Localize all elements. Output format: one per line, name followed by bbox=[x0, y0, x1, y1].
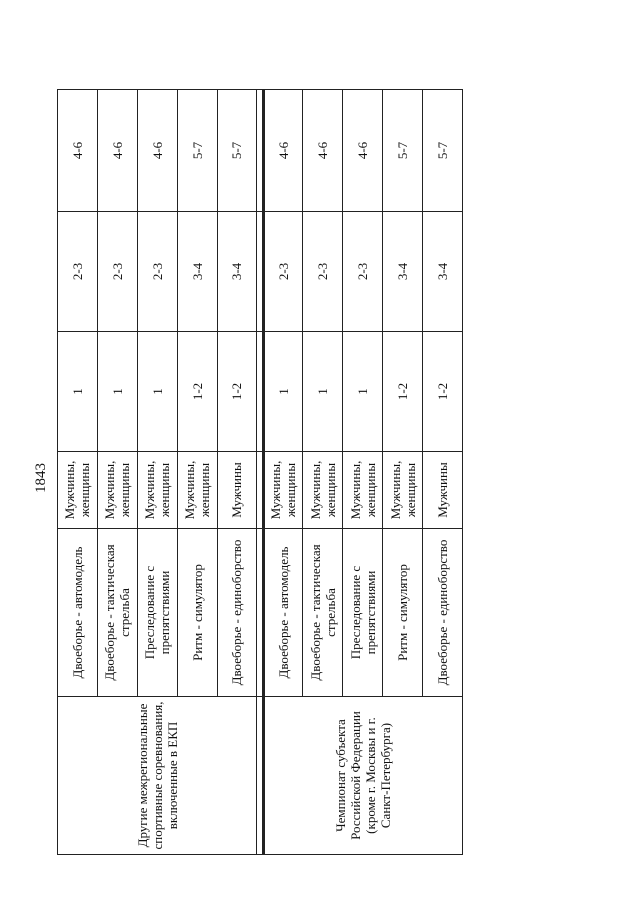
place-range-2-cell: 2-3 bbox=[137, 212, 177, 332]
place-range-1-cell: 1 bbox=[97, 332, 137, 452]
discipline-cell: Двоеборье - автомодель bbox=[58, 529, 98, 697]
place-range-2-cell: 3-4 bbox=[423, 212, 463, 332]
place-range-2-cell: 2-3 bbox=[263, 212, 303, 332]
place-range-1-cell: 1 bbox=[58, 332, 98, 452]
place-range-1-cell: 1 bbox=[343, 332, 383, 452]
gender-cell: Мужчины, женщины bbox=[343, 452, 383, 529]
gender-cell: Мужчины, женщины bbox=[383, 452, 423, 529]
place-range-3-cell: 5-7 bbox=[423, 90, 463, 212]
gender-cell: Мужчины bbox=[423, 452, 463, 529]
competition-rank-table bbox=[57, 89, 463, 855]
gender-cell: Мужчины, женщины bbox=[58, 452, 98, 529]
competition-name-cell: Чемпионат субъекта Российской Федерации (кроме г. Москвы и г. Санкт-Петербурга) bbox=[263, 697, 463, 855]
place-range-2-cell: 2-3 bbox=[303, 212, 343, 332]
discipline-cell: Ритм - симулятор bbox=[383, 529, 423, 697]
discipline-cell: Преследование с препятствиями bbox=[343, 529, 383, 697]
gender-cell: Мужчины bbox=[217, 452, 257, 529]
discipline-cell: Двоеборье - автомодель bbox=[263, 529, 303, 697]
place-range-3-cell: 5-7 bbox=[217, 90, 257, 212]
place-range-3-cell: 4-6 bbox=[263, 90, 303, 212]
discipline-cell: Двоеборье - тактическая стрельба bbox=[303, 529, 343, 697]
competition-name-cell: Другие межрегиональные спортивные соревнования, включенные в ЕКП bbox=[58, 697, 257, 855]
place-range-2-cell: 2-3 bbox=[343, 212, 383, 332]
place-range-1-cell: 1 bbox=[263, 332, 303, 452]
place-range-2-cell: 3-4 bbox=[177, 212, 217, 332]
place-range-3-cell: 4-6 bbox=[137, 90, 177, 212]
place-range-1-cell: 1-2 bbox=[383, 332, 423, 452]
gender-cell: Мужчины, женщины bbox=[137, 452, 177, 529]
place-range-1-cell: 1-2 bbox=[423, 332, 463, 452]
gender-cell: Мужчины, женщины bbox=[263, 452, 303, 529]
place-range-2-cell: 2-3 bbox=[58, 212, 98, 332]
gender-cell: Мужчины, женщины bbox=[97, 452, 137, 529]
place-range-3-cell: 4-6 bbox=[343, 90, 383, 212]
place-range-1-cell: 1 bbox=[303, 332, 343, 452]
place-range-3-cell: 4-6 bbox=[58, 90, 98, 212]
page-number: 1843 bbox=[33, 463, 49, 493]
place-range-2-cell: 3-4 bbox=[217, 212, 257, 332]
place-range-3-cell: 4-6 bbox=[97, 90, 137, 212]
rotated-table-page bbox=[33, 90, 463, 855]
place-range-3-cell: 5-7 bbox=[177, 90, 217, 212]
discipline-cell: Двоеборье - единоборство bbox=[423, 529, 463, 697]
gender-cell: Мужчины, женщины bbox=[177, 452, 217, 529]
gender-cell: Мужчины, женщины bbox=[303, 452, 343, 529]
table-row bbox=[263, 90, 303, 855]
place-range-1-cell: 1-2 bbox=[177, 332, 217, 452]
discipline-cell: Преследование с препятствиями bbox=[137, 529, 177, 697]
place-range-1-cell: 1 bbox=[137, 332, 177, 452]
table-row bbox=[58, 90, 98, 855]
table-body bbox=[58, 90, 463, 855]
place-range-2-cell: 2-3 bbox=[97, 212, 137, 332]
place-range-1-cell: 1-2 bbox=[217, 332, 257, 452]
discipline-cell: Двоеборье - тактическая стрельба bbox=[97, 529, 137, 697]
place-range-2-cell: 3-4 bbox=[383, 212, 423, 332]
discipline-cell: Двоеборье - единоборство bbox=[217, 529, 257, 697]
place-range-3-cell: 5-7 bbox=[383, 90, 423, 212]
place-range-3-cell: 4-6 bbox=[303, 90, 343, 212]
discipline-cell: Ритм - симулятор bbox=[177, 529, 217, 697]
